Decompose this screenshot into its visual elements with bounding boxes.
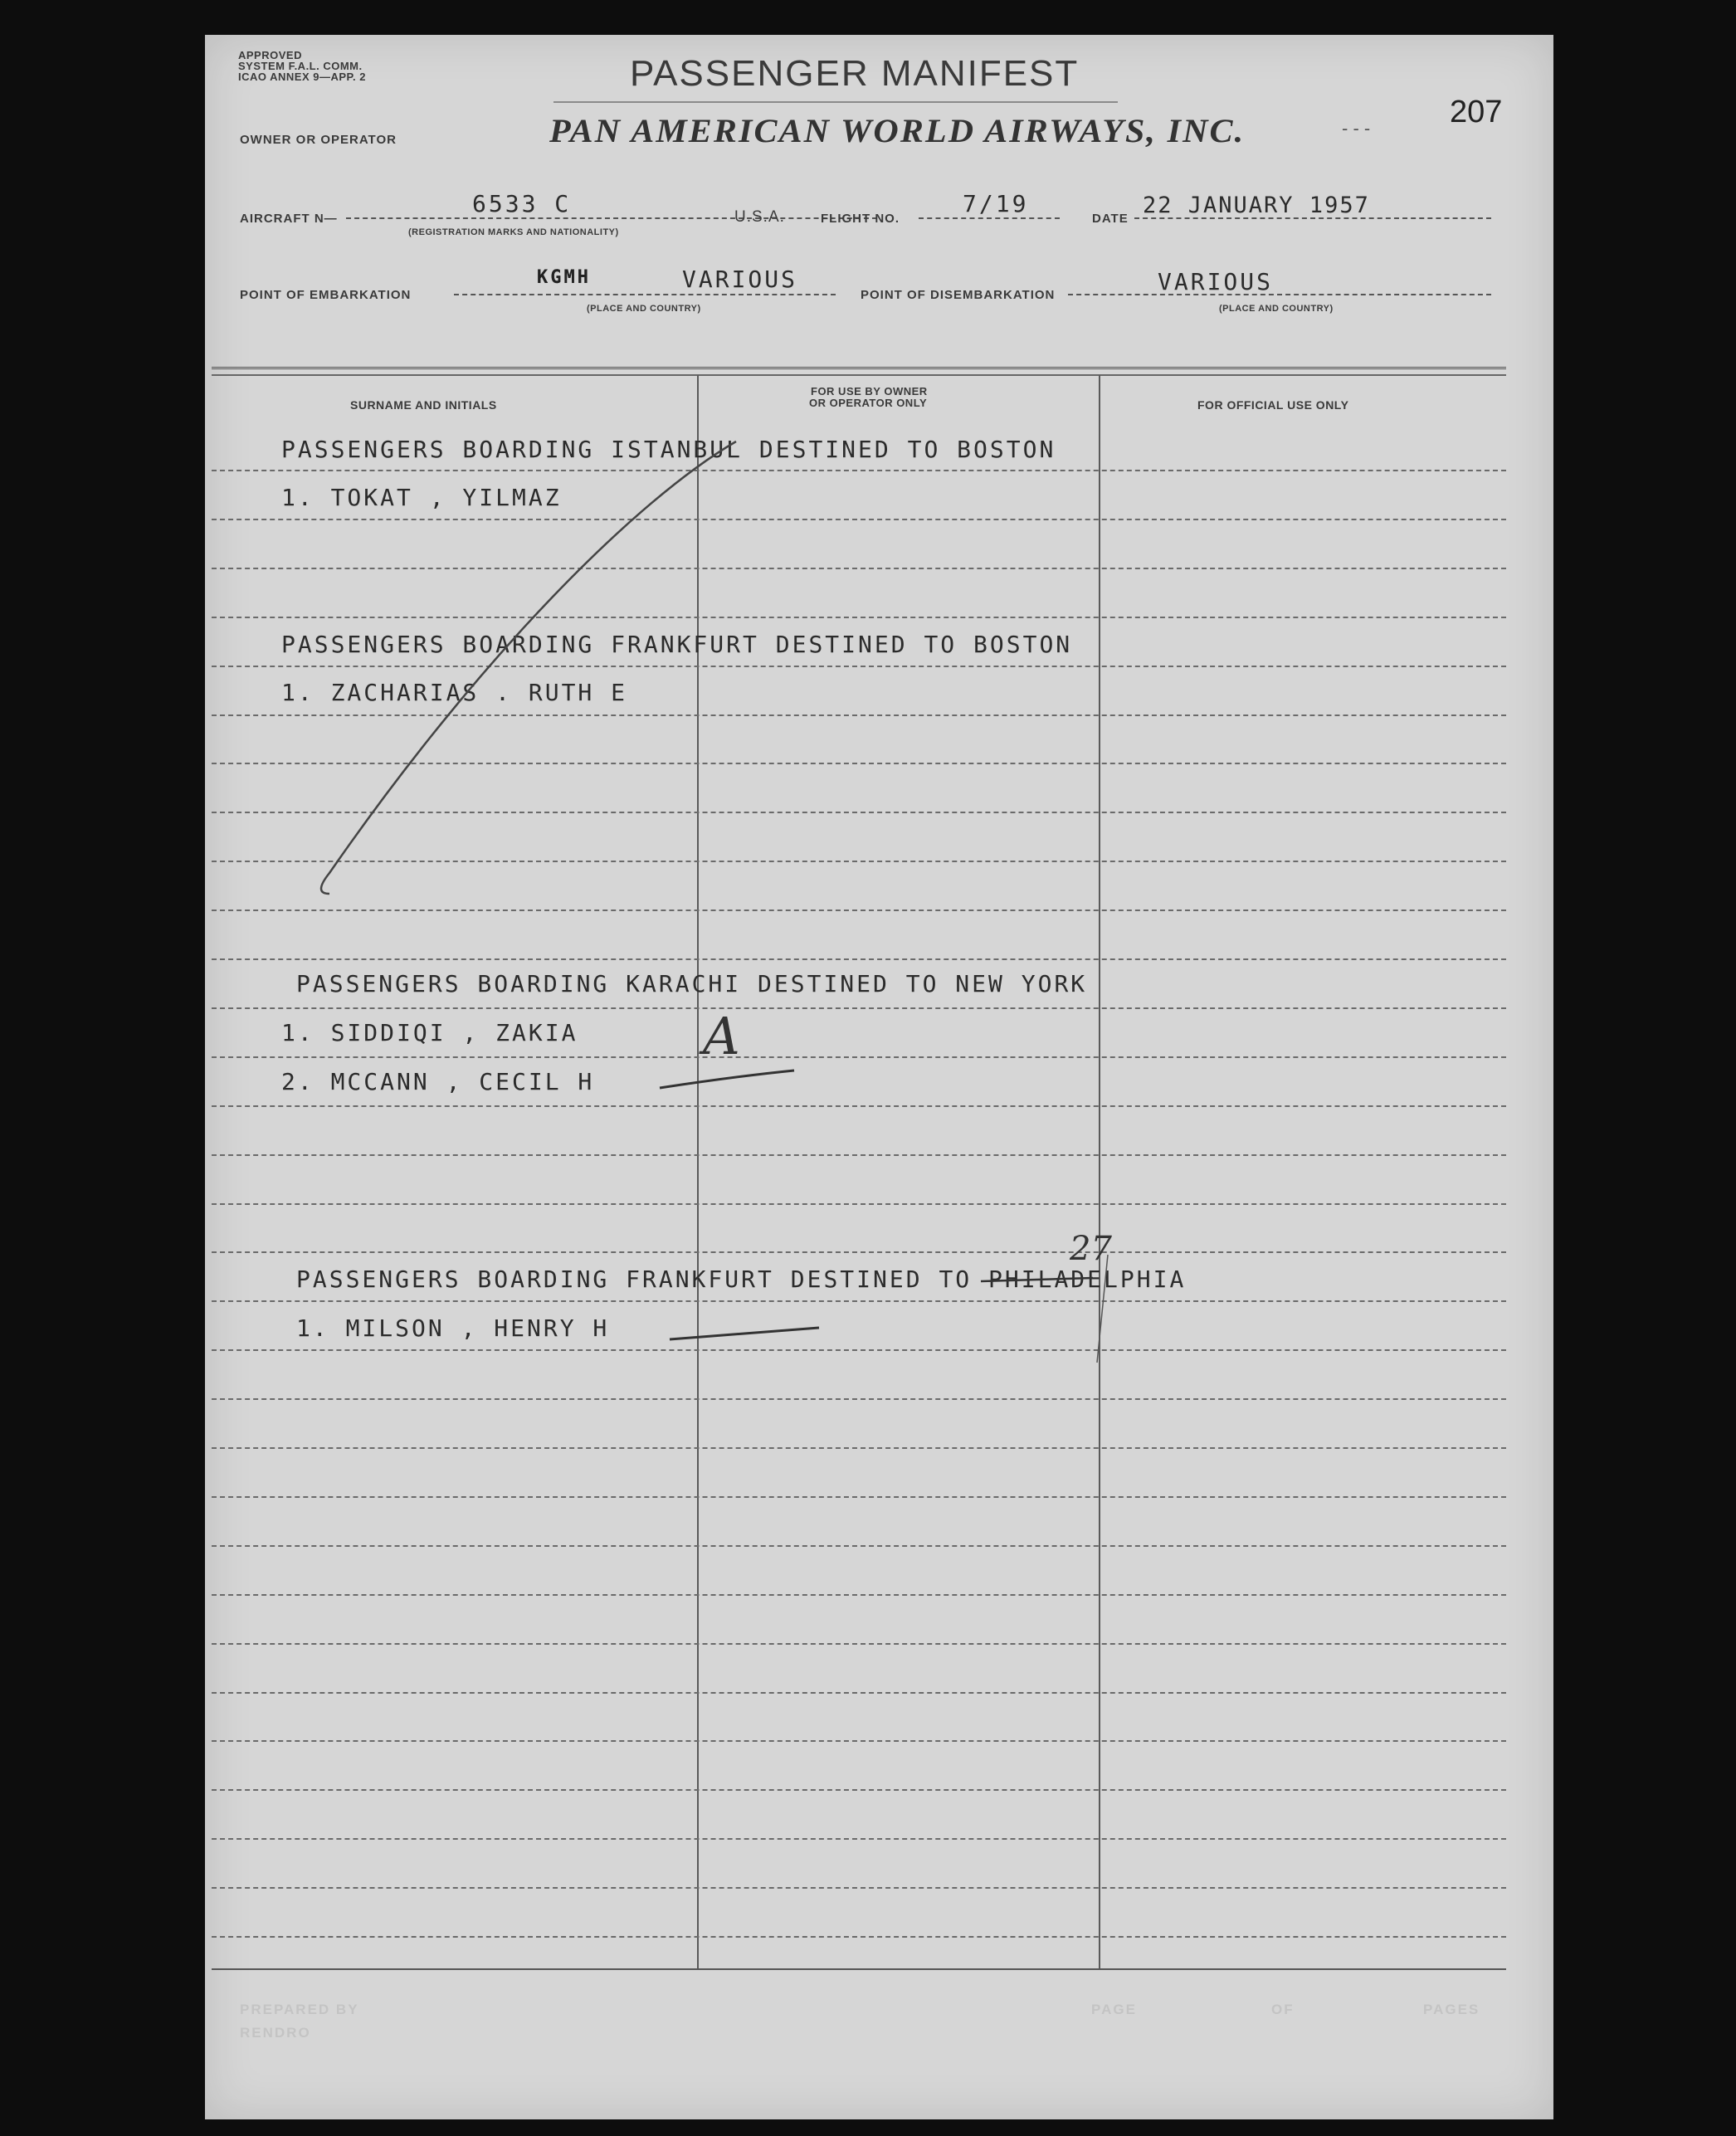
section-heading: PASSENGERS BOARDING KARACHI DESTINED TO NEW YORK <box>296 970 1088 997</box>
vertical-tick <box>1097 1255 1108 1363</box>
strike-through <box>981 1278 1093 1281</box>
passenger-entry: 1. ZACHARIAS . RUTH E <box>281 679 628 706</box>
footer-page: PAGE <box>1091 2002 1137 2017</box>
col-header-owner-1: FOR USE BY OWNER <box>811 385 928 397</box>
aircraft-value: 6533 C <box>472 190 572 217</box>
prepared-by-value: RENDRO <box>240 2025 311 2041</box>
flight-label: FLIGHT NO. <box>821 212 900 226</box>
date-label: DATE <box>1092 212 1129 226</box>
place-caption-disembark: (PLACE AND COUNTRY) <box>1219 304 1334 314</box>
embarkation-struck: KGMH <box>537 267 591 288</box>
footer-of: OF <box>1271 2002 1295 2017</box>
pen-marks <box>205 35 1553 2119</box>
col-header-owner-2: OR OPERATOR ONLY <box>809 397 928 409</box>
approval-line: APPROVED <box>238 49 302 61</box>
aircraft-label: AIRCRAFT N— <box>240 212 338 226</box>
page-title: PASSENGER MANIFEST <box>630 53 1080 94</box>
section-heading: PASSENGERS BOARDING ISTANBUL DESTINED TO BOSTON <box>281 436 1056 463</box>
dash-mark: - - - <box>1342 118 1371 139</box>
date-value: 22 JANUARY 1957 <box>1143 193 1370 218</box>
dash-mark-1 <box>660 1070 794 1088</box>
owner-label: OWNER OR OPERATOR <box>240 133 397 147</box>
flight-value: 7/19 <box>963 190 1029 217</box>
col-header-official: FOR OFFICIAL USE ONLY <box>1197 398 1349 412</box>
disembarkation-value: VARIOUS <box>1158 268 1274 295</box>
footer-pages: PAGES <box>1423 2002 1480 2017</box>
disembarkation-label: POINT OF DISEMBARKATION <box>861 288 1056 302</box>
handwritten-27: 27 <box>1070 1230 1112 1268</box>
dash-mark-2 <box>670 1328 819 1339</box>
passenger-entry: 1. SIDDIQI , ZAKIA <box>281 1019 578 1046</box>
section-heading: PASSENGERS BOARDING FRANKFURT DESTINED TO PHILADELPHIA <box>296 1266 1187 1293</box>
passenger-entry: 1. TOKAT , YILMAZ <box>281 484 562 511</box>
approval-line: SYSTEM F.A.L. COMM. <box>238 60 363 72</box>
passenger-entry: 2. MCCANN , CECIL H <box>281 1068 595 1095</box>
registration-caption: (REGISTRATION MARKS AND NATIONALITY) <box>408 227 619 237</box>
section-heading: PASSENGERS BOARDING FRANKFURT DESTINED TO BOSTON <box>281 631 1073 658</box>
approval-line: ICAO ANNEX 9—APP. 2 <box>238 71 366 83</box>
owner-value: PAN AMERICAN WORLD AIRWAYS, INC. <box>549 112 1246 149</box>
handwritten-a: A <box>703 1006 740 1066</box>
page-number: 207 <box>1450 95 1503 129</box>
passenger-entry: 1. MILSON , HENRY H <box>296 1314 610 1342</box>
manifest-sheet <box>205 35 1553 2119</box>
diagonal-check-stroke <box>321 441 736 894</box>
place-caption-embark: (PLACE AND COUNTRY) <box>587 304 701 314</box>
usa-label: U.S.A. <box>734 208 785 226</box>
prepared-by-label: PREPARED BY <box>240 2002 359 2017</box>
embarkation-value: VARIOUS <box>682 266 798 293</box>
embarkation-label: POINT OF EMBARKATION <box>240 288 412 302</box>
col-header-surname: SURNAME AND INITIALS <box>350 398 497 412</box>
